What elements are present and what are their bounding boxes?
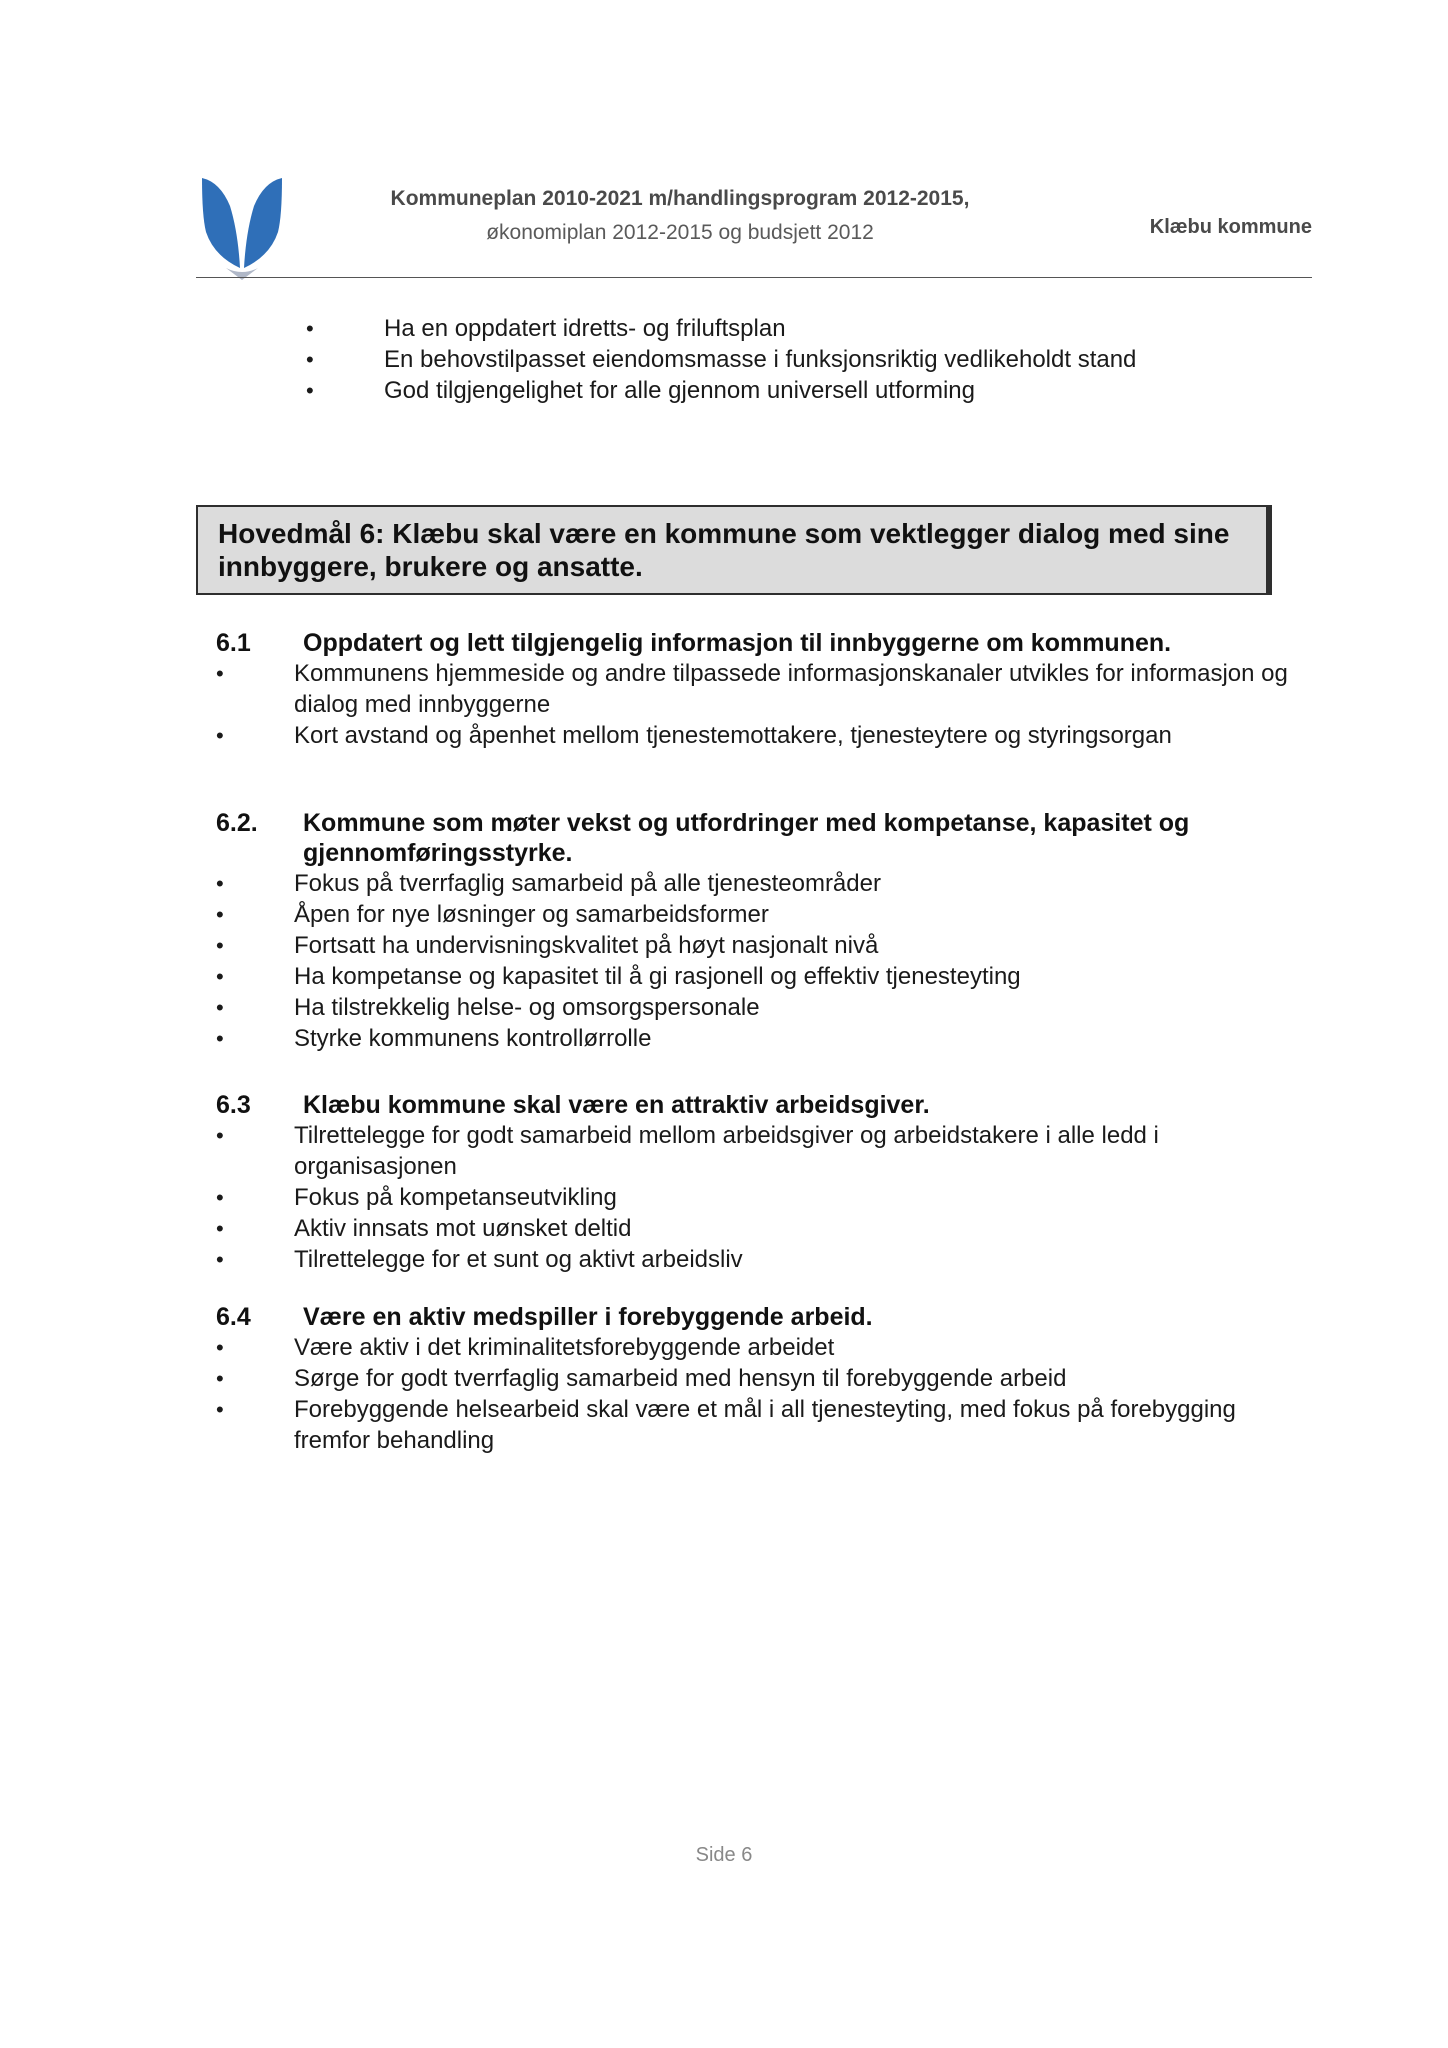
list-item xyxy=(216,1023,1306,1054)
bullet-icon: • xyxy=(306,347,314,372)
section-heading xyxy=(216,628,1306,658)
list-item xyxy=(216,1394,1306,1456)
list-item-text: Tilrettelegge for godt samarbeid mellom arbeidsgiver og arbeidstakere i alle ledd i organisasjonen xyxy=(294,1122,1159,1180)
list-item xyxy=(306,375,1256,406)
list-item xyxy=(216,868,1306,899)
coat-of-arms-icon xyxy=(196,172,288,282)
list-item xyxy=(216,899,1306,930)
header-line-1: Kommuneplan 2010-2021 m/handlingsprogram 2012-2015, xyxy=(390,187,970,210)
list-item-text: Kort avstand og åpenhet mellom tjenestemottakere, tjenesteytere og styringsorgan xyxy=(294,722,1172,749)
list-item xyxy=(216,1332,1306,1363)
list-item xyxy=(216,1213,1306,1244)
list-item xyxy=(216,1244,1306,1275)
main-goal-text: Hovedmål 6: Klæbu skal være en kommune som vektlegger dialog med sine innbyggere, brukere og ansatte. xyxy=(218,518,1230,582)
list-item xyxy=(216,1120,1306,1182)
section-bullet-list xyxy=(216,658,1306,751)
section-title: Klæbu kommune skal være en attraktiv arbeidsgiver. xyxy=(303,1091,930,1119)
bullet-icon: • xyxy=(216,1216,224,1241)
section-heading xyxy=(216,1302,1306,1332)
list-item-text: En behovstilpasset eiendomsmasse i funksjonsriktig vedlikeholdt stand xyxy=(384,346,1137,373)
list-item xyxy=(216,1182,1306,1213)
intro-bullet-list xyxy=(306,313,1256,406)
bullet-icon: • xyxy=(216,964,224,989)
bullet-icon: • xyxy=(216,1397,224,1422)
list-item xyxy=(216,930,1306,961)
bullet-icon: • xyxy=(216,1185,224,1210)
section-6-1 xyxy=(216,628,1306,751)
section-6-3 xyxy=(216,1090,1306,1275)
header-divider xyxy=(196,277,1312,278)
section-number: 6.4 xyxy=(216,1303,251,1331)
list-item-text: Kommunens hjemmeside og andre tilpassede informasjonskanaler utvikles for informasjon og dialog med innbyggerne xyxy=(294,660,1288,718)
list-item-text: Styrke kommunens kontrollørrolle xyxy=(294,1025,652,1052)
list-item-text: Fokus på kompetanseutvikling xyxy=(294,1184,617,1211)
bullet-icon: • xyxy=(306,316,314,341)
list-item-text: Forebyggende helsearbeid skal være et mål i all tjenesteyting, med fokus på forebygging fremfor behandling xyxy=(294,1396,1236,1454)
main-goal-box xyxy=(196,505,1272,595)
list-item-text: Aktiv innsats mot uønsket deltid xyxy=(294,1215,632,1242)
bullet-icon: • xyxy=(216,723,224,748)
list-item-text: Tilrettelegge for et sunt og aktivt arbeidsliv xyxy=(294,1246,743,1273)
bullet-icon: • xyxy=(216,1335,224,1360)
list-item-text: Sørge for godt tverrfaglig samarbeid med hensyn til forebyggende arbeid xyxy=(294,1365,1067,1392)
bullet-icon: • xyxy=(306,378,314,403)
list-item-text: God tilgjengelighet for alle gjennom universell utforming xyxy=(384,377,975,404)
municipality-name: Klæbu kommune xyxy=(1149,216,1312,238)
section-title: Oppdatert og lett tilgjengelig informasjon til innbyggerne om kommunen. xyxy=(303,629,1172,657)
section-number: 6.3 xyxy=(216,1091,251,1119)
section-bullet-list xyxy=(216,1332,1306,1456)
section-6-4 xyxy=(216,1302,1306,1456)
document-header xyxy=(360,182,1000,250)
bullet-icon: • xyxy=(216,1123,224,1148)
list-item-text: Fokus på tverrfaglig samarbeid på alle tjenesteområder xyxy=(294,870,881,897)
section-title: Kommune som møter vekst og utfordringer med kompetanse, kapasitet og gjennomføringsstyrke. xyxy=(303,809,1190,867)
list-item-text: Ha kompetanse og kapasitet til å gi rasjonell og effektiv tjenesteyting xyxy=(294,963,1021,990)
section-number: 6.1 xyxy=(216,629,251,657)
list-item-text: Fortsatt ha undervisningskvalitet på høyt nasjonalt nivå xyxy=(294,932,879,959)
section-6-2 xyxy=(216,808,1306,1054)
list-item-text: Være aktiv i det kriminalitetsforebyggende arbeidet xyxy=(294,1334,835,1361)
list-item xyxy=(216,1363,1306,1394)
section-heading xyxy=(216,1090,1306,1120)
bullet-icon: • xyxy=(216,1366,224,1391)
header-line-2: økonomiplan 2012-2015 og budsjett 2012 xyxy=(486,221,874,244)
section-number: 6.2. xyxy=(216,809,258,837)
list-item-text: Ha tilstrekkelig helse- og omsorgspersonale xyxy=(294,994,760,1021)
list-item-text: Ha en oppdatert idretts- og friluftsplan xyxy=(384,315,786,342)
list-item-text: Åpen for nye løsninger og samarbeidsformer xyxy=(294,901,769,928)
list-item xyxy=(216,720,1306,751)
bullet-icon: • xyxy=(216,933,224,958)
list-item xyxy=(306,313,1256,344)
section-bullet-list xyxy=(216,868,1306,1054)
section-heading xyxy=(216,808,1306,868)
section-bullet-list xyxy=(216,1120,1306,1275)
list-item xyxy=(306,344,1256,375)
bullet-icon: • xyxy=(216,995,224,1020)
list-item xyxy=(216,961,1306,992)
bullet-icon: • xyxy=(216,871,224,896)
list-item xyxy=(216,658,1306,720)
bullet-icon: • xyxy=(216,902,224,927)
bullet-icon: • xyxy=(216,661,224,686)
page-number: Side 6 xyxy=(695,1844,753,1866)
bullet-icon: • xyxy=(216,1026,224,1051)
list-item xyxy=(216,992,1306,1023)
bullet-icon: • xyxy=(216,1247,224,1272)
section-title: Være en aktiv medspiller i forebyggende arbeid. xyxy=(303,1303,873,1331)
